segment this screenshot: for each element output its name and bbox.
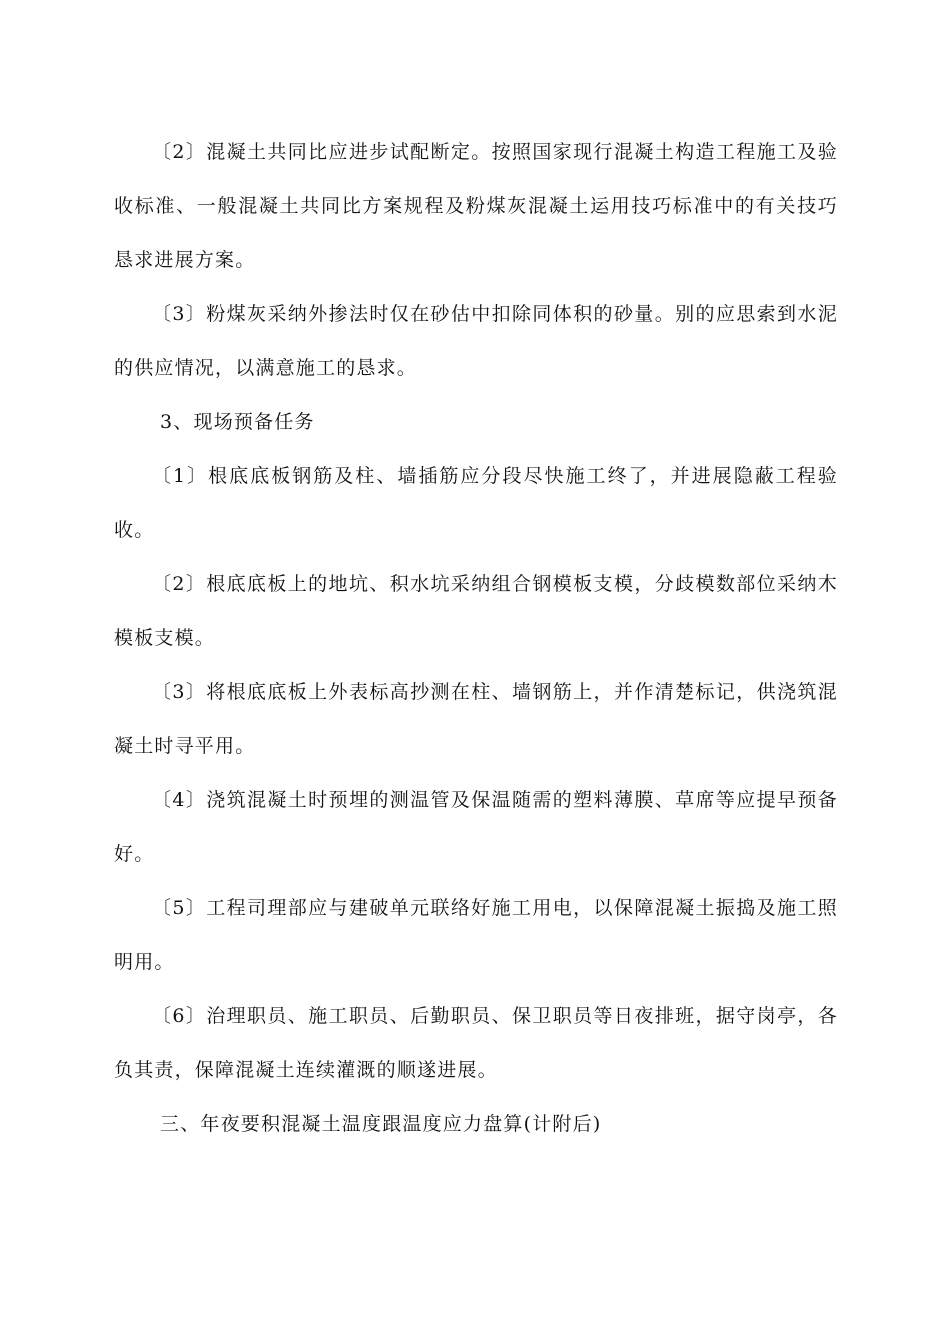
section-heading-site-preparation: 3、现场预备任务 [160,411,315,433]
paragraph-elevation: 〔3〕将根底底板上外表标高抄测在柱、墙钢筋上，并作清楚标记，供浇筑混凝土时寻平用。 [114,681,838,757]
section-heading-temperature-stress: 三、年夜要积混凝土温度跟温度应力盘算(计附后) [160,1113,602,1135]
paragraph-rebar: 〔1〕根底底板钢筋及柱、墙插筋应分段尽快施工终了，并进展隐蔽工程验收。 [114,465,838,541]
paragraph-fly-ash: 〔3〕粉煤灰采纳外掺法时仅在砂估中扣除同体积的砂量。别的应思索到水泥的供应情况，以满意施工的恳求。 [114,303,838,379]
paragraph-staffing: 〔6〕治理职员、施工职员、后勤职员、保卫职员等日夜排班，据守岗亭，各负其责，保障混凝土连续灌溉的顺遂进展。 [114,1005,838,1081]
paragraph-formwork: 〔2〕根底底板上的地坑、积水坑采纳组合钢模板支模，分歧模数部位采纳木模板支模。 [114,573,838,649]
paragraph-power-supply: 〔5〕工程司理部应与建破单元联络好施工用电，以保障混凝土振捣及施工照明用。 [114,897,838,973]
paragraph-mix-ratio: 〔2〕混凝土共同比应进步试配断定。按照国家现行混凝土构造工程施工及验收标准、一般混凝土共同比方案规程及粉煤灰混凝土运用技巧标准中的有关技巧恳求进展方案。 [114,141,838,271]
paragraph-temperature-pipes: 〔4〕浇筑混凝土时预埋的测温管及保温随需的塑料薄膜、草席等应提早预备好。 [114,789,838,865]
